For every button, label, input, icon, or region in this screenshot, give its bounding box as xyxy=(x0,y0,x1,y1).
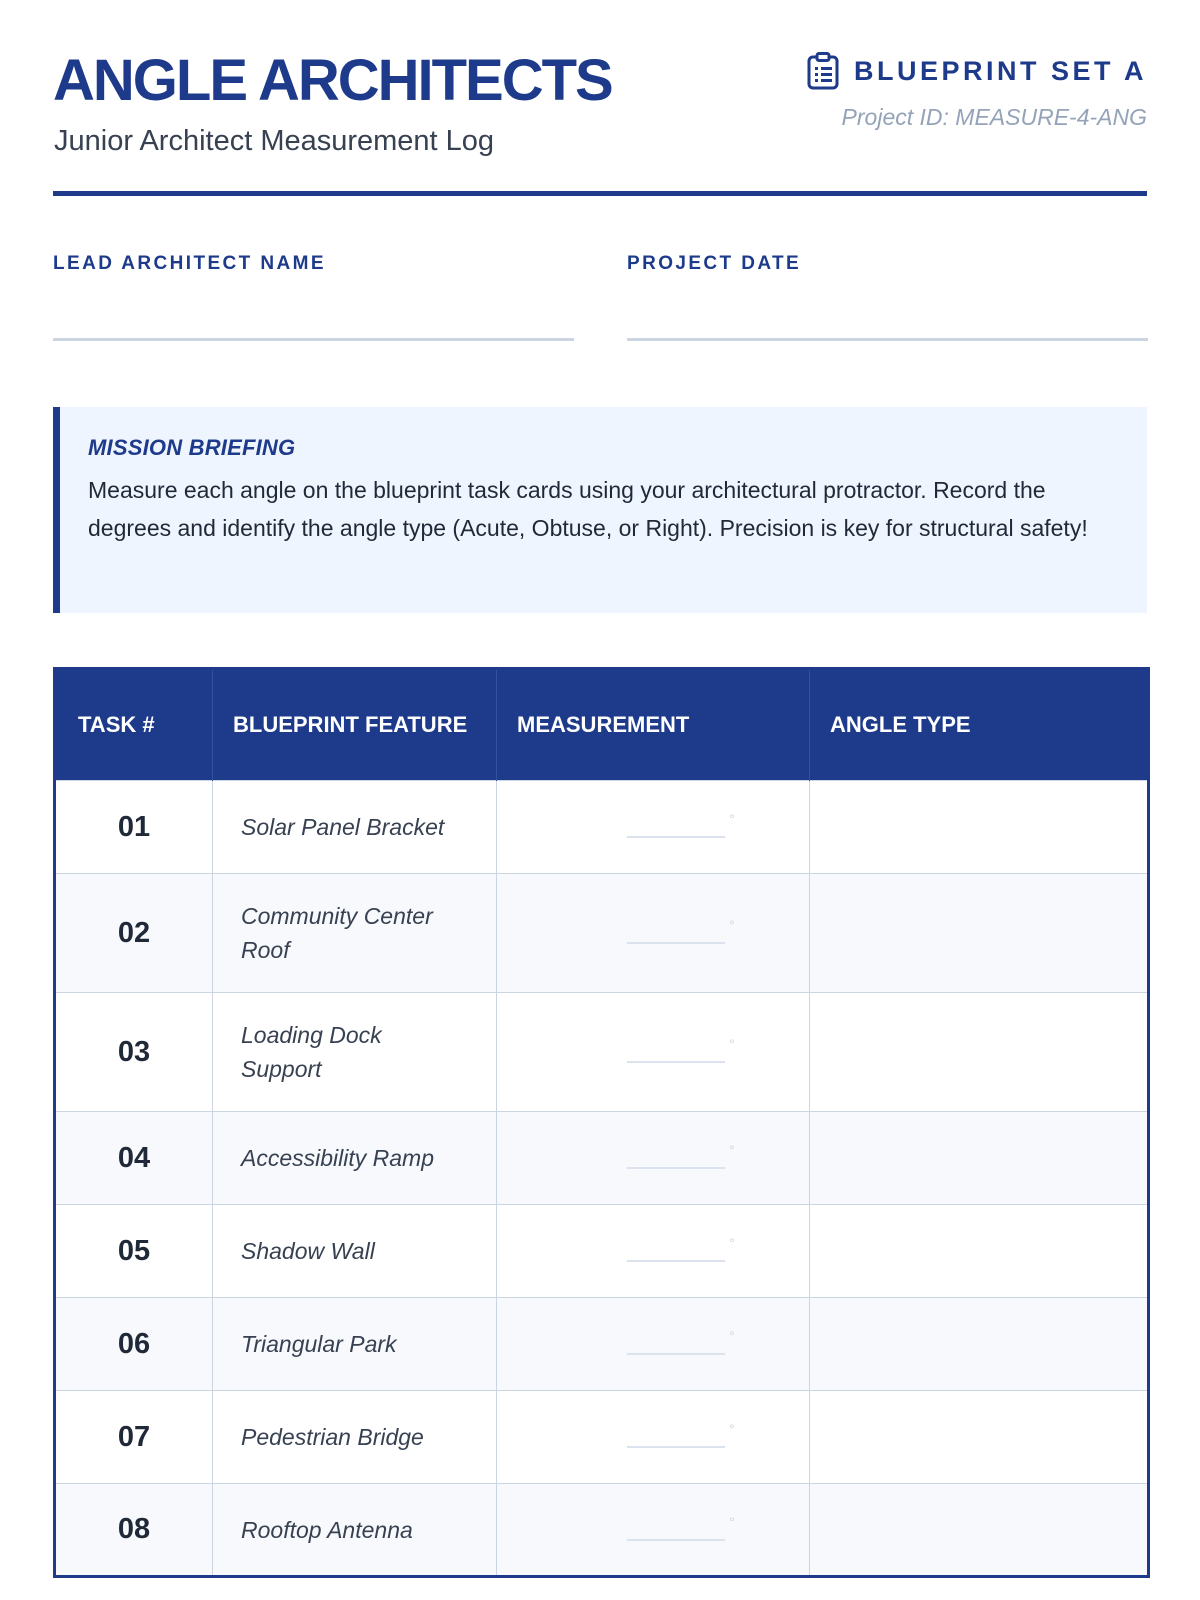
measurement-cell xyxy=(497,1298,810,1391)
degree-symbol: ° xyxy=(729,1036,735,1052)
task-number: 06 xyxy=(55,1298,213,1391)
lead-architect-field xyxy=(53,253,574,341)
blueprint-set-label: BLUEPRINT SET A xyxy=(853,55,1147,86)
clipboard-icon xyxy=(806,52,840,90)
blueprint-feature: Triangular Park xyxy=(213,1298,497,1391)
degree-symbol: ° xyxy=(729,1235,735,1251)
page-title: ANGLE ARCHITECTS xyxy=(53,48,612,113)
blueprint-feature: Accessibility Ramp xyxy=(213,1112,497,1205)
measurement-cell xyxy=(497,781,810,874)
measurement-cell xyxy=(497,1205,810,1298)
blueprint-set-row xyxy=(806,52,1147,90)
angle-type-input[interactable] xyxy=(810,1205,1149,1298)
measurement-table xyxy=(53,667,1150,1578)
measurement-input[interactable] xyxy=(627,942,725,944)
measurement-input[interactable] xyxy=(627,836,725,838)
column-header-angle-type: ANGLE TYPE xyxy=(810,669,1149,781)
lead-architect-label: LEAD ARCHITECT NAME xyxy=(53,253,326,274)
degree-symbol: ° xyxy=(729,811,735,827)
table-row xyxy=(55,993,1149,1112)
angle-type-input[interactable] xyxy=(810,993,1149,1112)
measurement-input[interactable] xyxy=(627,1167,725,1169)
degree-symbol: ° xyxy=(729,1328,735,1344)
blueprint-set-block xyxy=(806,52,1147,131)
angle-type-input[interactable] xyxy=(810,874,1149,993)
measurement-cell xyxy=(497,874,810,993)
table-header-row xyxy=(55,669,1149,781)
table-row xyxy=(55,1298,1149,1391)
task-number: 04 xyxy=(55,1112,213,1205)
project-date-label: PROJECT DATE xyxy=(627,253,802,274)
table-row xyxy=(55,1484,1149,1577)
degree-symbol: ° xyxy=(729,1142,735,1158)
column-header-feature: BLUEPRINT FEATURE xyxy=(213,669,497,781)
table-row xyxy=(55,781,1149,874)
column-header-task: TASK # xyxy=(55,669,213,781)
angle-type-input[interactable] xyxy=(810,1391,1149,1484)
table-row xyxy=(55,1391,1149,1484)
measurement-input[interactable] xyxy=(627,1539,725,1541)
task-number: 05 xyxy=(55,1205,213,1298)
measurement-cell xyxy=(497,1484,810,1577)
lead-architect-input[interactable] xyxy=(53,338,574,341)
measurement-input[interactable] xyxy=(627,1260,725,1262)
project-date-input[interactable] xyxy=(627,338,1148,341)
briefing-text: Measure each angle on the blueprint task cards using your architectural protractor. Record the degrees and identify the angle type (Acute, Obtuse, or Right). Precision is key for structural safety! xyxy=(88,477,1088,541)
measurement-input[interactable] xyxy=(627,1061,725,1063)
angle-type-input[interactable] xyxy=(810,1484,1149,1577)
blueprint-feature: Rooftop Antenna xyxy=(213,1484,497,1577)
measurement-cell xyxy=(497,1391,810,1484)
briefing-title: MISSION BRIEFING xyxy=(88,435,296,460)
degree-symbol: ° xyxy=(729,1421,735,1437)
degree-symbol: ° xyxy=(729,917,735,933)
blueprint-feature: Solar Panel Bracket xyxy=(213,781,497,874)
header-divider xyxy=(53,191,1147,196)
blueprint-feature: Community Center Roof xyxy=(213,874,497,993)
angle-type-input[interactable] xyxy=(810,1112,1149,1205)
blueprint-feature: Pedestrian Bridge xyxy=(213,1391,497,1484)
angle-type-input[interactable] xyxy=(810,1298,1149,1391)
measurement-cell xyxy=(497,993,810,1112)
project-date-field xyxy=(627,253,1148,341)
blueprint-feature: Loading Dock Support xyxy=(213,993,497,1112)
mission-briefing xyxy=(53,407,1147,613)
table-row xyxy=(55,874,1149,993)
table-row xyxy=(55,1112,1149,1205)
task-number: 03 xyxy=(55,993,213,1112)
task-number: 02 xyxy=(55,874,213,993)
project-id: Project ID: MEASURE-4-ANG xyxy=(841,104,1147,130)
task-number: 07 xyxy=(55,1391,213,1484)
angle-type-input[interactable] xyxy=(810,781,1149,874)
blueprint-feature: Shadow Wall xyxy=(213,1205,497,1298)
task-number: 01 xyxy=(55,781,213,874)
measurement-input[interactable] xyxy=(627,1353,725,1355)
measurement-input[interactable] xyxy=(627,1446,725,1448)
task-number: 08 xyxy=(55,1484,213,1577)
degree-symbol: ° xyxy=(729,1514,735,1530)
measurement-cell xyxy=(497,1112,810,1205)
page-subtitle: Junior Architect Measurement Log xyxy=(54,125,495,157)
column-header-measurement: MEASUREMENT xyxy=(497,669,810,781)
table-row xyxy=(55,1205,1149,1298)
